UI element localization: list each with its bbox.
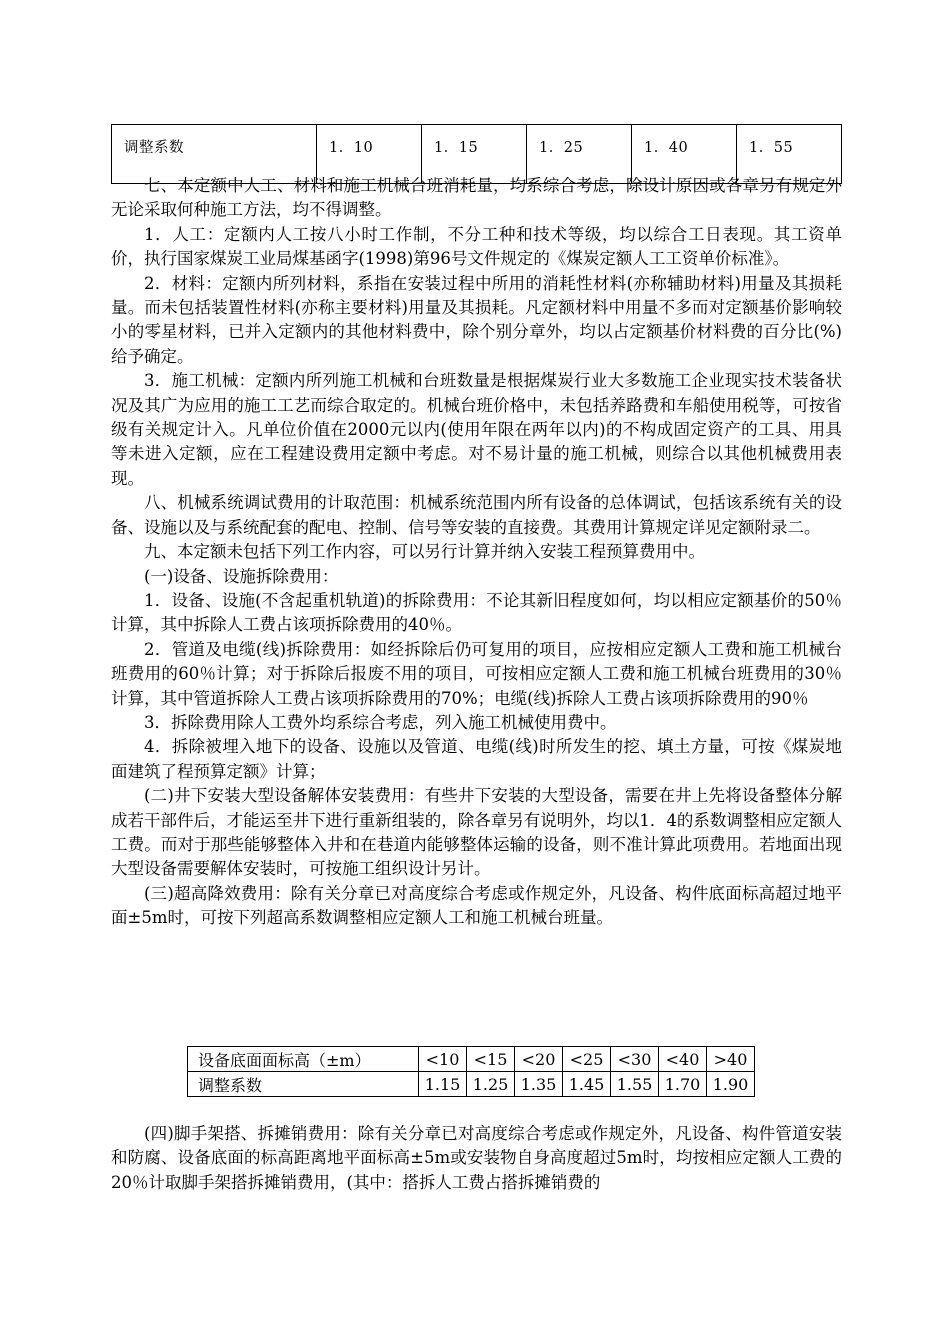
paragraph: (一)设备、设施拆除费用： xyxy=(144,566,339,586)
table-cell: 1．40 xyxy=(632,125,737,184)
paragraph: 3．施工机械：定额内所列施工机械和台班数量是根据煤炭行业大多数施工企业现实技术装备状况及其广为应用的施工工艺而综合取定的。机械台班价格中，未包括养路费和车船使用税等，可按省级有关规定计入。凡单位价值在2000元以内(使用年限在两年以内)的不构成固定资产的工具、用具等未进入定额，应在工程建设费用定额中考虑。对不易计量的施工机械，则综合以其他机械费用表现。 xyxy=(111,371,842,488)
paragraph: 4．拆除被埋入地下的设备、设施以及管道、电缆(线)时所发生的挖、填土方量，可按《煤炭地面建筑了程预算定额》计算； xyxy=(111,737,842,781)
table-cell: 1.70 xyxy=(659,1072,707,1097)
table-cell-label: 调整系数 xyxy=(112,125,317,184)
paragraph: (三)超高降效费用：除有关分章已对高度综合考虑或作规定外，凡设备、构件底面标高超过地平面±5m时，可按下列超高系数调整相应定额人工和施工机械台班量。 xyxy=(111,883,842,928)
paragraph: 七、本定额中人工、材料和施工机械台班消耗量，均系综合考虑，除设计原因或各章另有规定外无论采取何种施工方法，均不得调整。 xyxy=(111,176,842,220)
table-cell: 1．15 xyxy=(422,125,527,184)
paragraph: (二)井下安装大型设备解体安装费用：有些井下安装的大型设备，需要在井上先将设备整体分解成若干部件后，才能运至井下进行重新组装的，除各章另有说明外，均以1．4的系数调整相应定额人工费。而对于那些能够整体入井和在巷道内能够整体运输的设备，则不准计算此项费用。若地面出现大型设备需要解体安装时，可按施工组织设计另计。 xyxy=(111,786,842,879)
table-header-cell: <20 xyxy=(515,1047,563,1072)
table-row xyxy=(188,1072,755,1097)
table-cell: 1.35 xyxy=(515,1072,563,1097)
table-cell: 1.90 xyxy=(707,1072,755,1097)
tail-text xyxy=(111,1122,842,1195)
paragraph: 3．拆除费用除人工费外均系综合考虑，列入施工机械使用费中。 xyxy=(144,712,617,732)
table-cell: 1．25 xyxy=(527,125,632,184)
table-cell: 1.15 xyxy=(419,1072,467,1097)
paragraph: 2．材料：定额内所列材料，系指在安装过程中所用的消耗性材料(亦称辅助材料)用量及其损耗量。而未包括装置性材料(亦称主要材料)用量及其损耗。凡定额材料中用量不多而对定额基价影响较小的零星材料，已并入定额内的其他材料费中，除个别分章外，均以占定额基价材料费的百分比(%)给予确定。 xyxy=(111,273,842,366)
paragraph: 九、本定额未包括下列工作内容，可以另行计算并纳入安装工程预算费用中。 xyxy=(144,542,705,562)
table-cell: 1．55 xyxy=(737,125,842,184)
table-row xyxy=(188,1047,755,1072)
paragraph: (四)脚手架搭、拆摊销费用：除有关分章已对高度综合考虑或作规定外，凡设备、构件管道安装和防腐、设备底面的标高距离地平面标高±5m或安装物自身高度超过5m时，均按相应定额人工费的20％计取脚手架搭拆摊销费用，(其中：搭拆人工费占搭拆摊销费的 xyxy=(111,1124,842,1192)
paragraph: 1．设备、设施(不含起重机轨道)的拆除费用：不论其新旧程度如何，均以相应定额基价的50％计算，其中拆除人工费占该项拆除费用的40％。 xyxy=(111,590,842,635)
table-cell: 1.25 xyxy=(467,1072,515,1097)
body-text xyxy=(111,174,842,931)
table-header-cell: <40 xyxy=(659,1047,707,1072)
paragraph: 2．管道及电缆(线)拆除费用：如经拆除后仍可复用的项目，应按相应定额人工费和施工机械台班费用的60％计算；对于拆除后报废不用的项目，可按相应定额人工费和施工机械台班费用的30％计算，其中管道拆除人工费占该项拆除费用的70%；电缆(线)拆除人工费占该项拆除费用的90％ xyxy=(111,639,842,708)
table-header-cell: <25 xyxy=(563,1047,611,1072)
table-header-label: 设备底面面标高（±m） xyxy=(188,1047,419,1072)
paragraph: 1．人工：定额内人工按八小时工作制，不分工种和技术等级，均以综合工日表现。其工资单价，执行国家煤炭工业局煤基函字(1998)第96号文件规定的《煤炭定额人工工资单价标准》。 xyxy=(111,224,842,269)
paragraph: 八、机械系统调试费用的计取范围：机械系统范围内所有设备的总体调试，包括该系统有关的设备、设施以及与系统配套的配电、控制、信号等安装的直接费。其费用计算规定详见定额附录二。 xyxy=(111,493,842,537)
table-header-cell: >40 xyxy=(707,1047,755,1072)
table-cell: 1.55 xyxy=(611,1072,659,1097)
table-header-cell: <15 xyxy=(467,1047,515,1072)
height-coefficient-table xyxy=(187,1046,755,1097)
table-cell: 1.45 xyxy=(563,1072,611,1097)
table-header-cell: <30 xyxy=(611,1047,659,1072)
table-cell: 1．10 xyxy=(317,125,422,184)
table-header-cell: <10 xyxy=(419,1047,467,1072)
table-row-label: 调整系数 xyxy=(188,1072,419,1097)
